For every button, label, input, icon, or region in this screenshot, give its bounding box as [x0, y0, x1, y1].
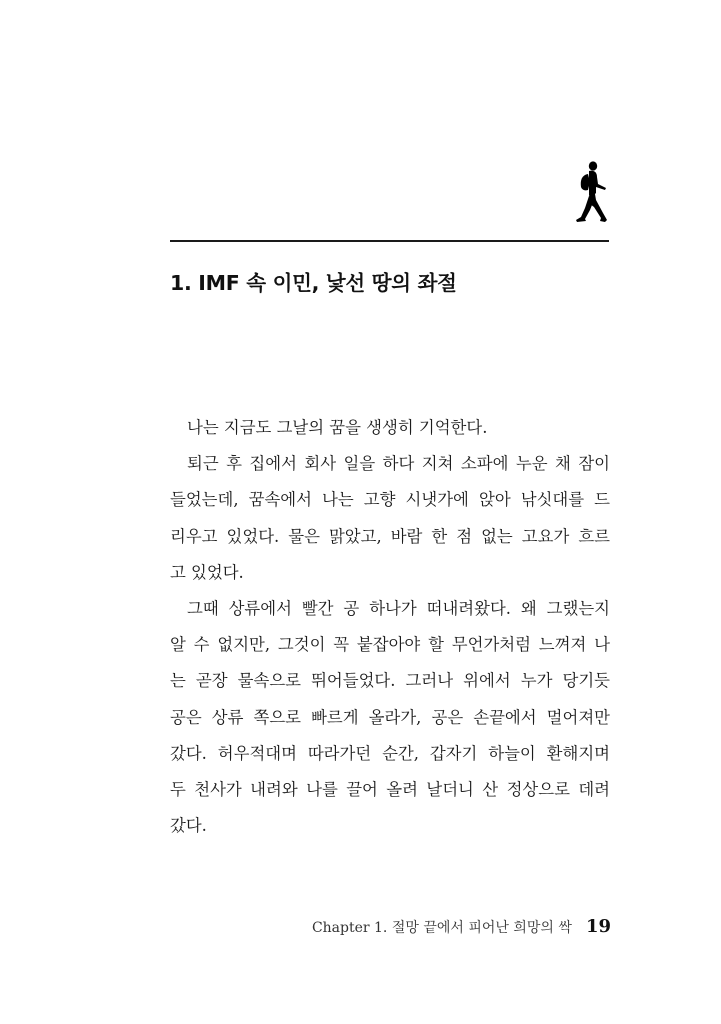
paragraph-line: 알 수 없지만, 그것이 꼭 붙잡아야 할 무언가처럼 느껴져 나: [170, 635, 610, 655]
paragraph-line: 나는 지금도 그날의 꿈을 생생히 기억한다.: [187, 418, 488, 437]
chapter-title: 1. IMF 속 이민, 낯선 땅의 좌절: [170, 271, 457, 295]
paragraph-line: 고 있었다.: [170, 562, 244, 582]
paragraph-line: 두 천사가 내려와 나를 끌어 올려 날더니 산 정상으로 데려: [170, 779, 610, 799]
paragraph-line: 그때 상류에서 빨간 공 하나가 떠내려왔다. 왜 그랬는지: [187, 598, 610, 618]
paragraph-line: 들었는데, 꿈속에서 나는 고향 시냇가에 앉아 낚싯대를 드: [170, 490, 610, 510]
body-text: [170, 410, 610, 844]
title-divider: [170, 240, 609, 242]
paragraph-line: 는 곧장 물속으로 뛰어들었다. 그러나 위에서 누가 당기듯: [170, 671, 610, 691]
paragraph-line: 갔다. 허우적대며 따라가던 순간, 갑자기 하늘이 환해지며: [170, 743, 610, 763]
paragraph-line: 갔다.: [170, 816, 207, 836]
page-number: 19: [585, 916, 611, 937]
running-head: Chapter 1. 절망 끝에서 피어난 희망의 싹: [311, 920, 572, 936]
paragraph-line: 공은 상류 쪽으로 빠르게 올라가, 공은 손끝에서 멀어져만: [170, 707, 610, 727]
paragraph-line: 퇴근 후 집에서 회사 일을 하다 지쳐 소파에 누운 채 잠이: [187, 454, 610, 474]
page-footer: [312, 916, 611, 937]
paragraph-line: 리우고 있었다. 물은 맑았고, 바람 한 점 없는 고요가 흐르: [170, 526, 610, 546]
walking-person-with-backpack-icon: [574, 160, 610, 228]
